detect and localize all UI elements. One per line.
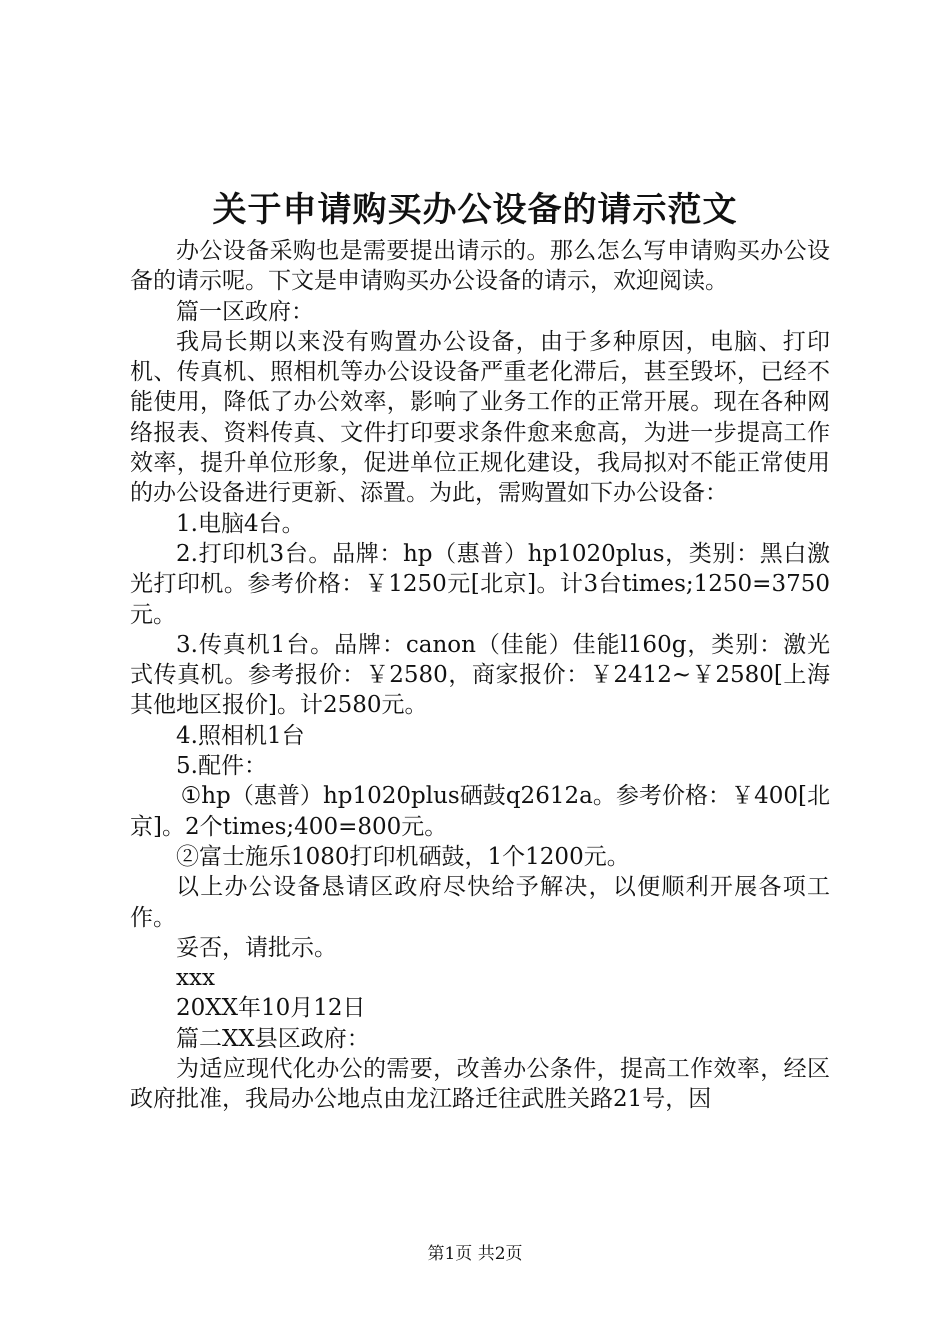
sub-item-1: ①hp（惠普）hp1020plus硒鼓q2612a。参考价格：￥400[北京]。2个times;400=800元。 <box>130 783 830 840</box>
body-paragraph: 我局长期以来没有购置办公设备，由于多种原因，电脑、打印机、传真机、照相机等办公设设备严重老化滞后，甚至毁坏，已经不能使用，降低了办公效率，影响了业务工作的正常开展。现在各种网络报表、资料传真、文件打印要求条件愈来愈高，为进一步提高工作效率，提升单位形象，促进单位正规化建设，我局拟对不能正常使用的办公设备进行更新、添置。为此，需购置如下办公设备： <box>130 328 830 507</box>
list-item-2: 2.打印机3台。品牌：hp（惠普）hp1020plus，类别：黑白激光打印机。参考价格：￥1250元[北京]。计3台times;1250=3750元。 <box>130 540 830 628</box>
closing-request: 以上办公设备恳请区政府尽快给予解决，以便顺利开展各项工作。 <box>130 874 830 931</box>
signature: xxx <box>176 965 215 992</box>
list-item-4: 4.照相机1台 <box>176 722 305 749</box>
list-item-1: 1.电脑4台。 <box>176 510 305 537</box>
list-item-3: 3.传真机1台。品牌：canon（佳能）佳能l160g，类别：激光式传真机。参考报价：￥2580，商家报价：￥2412~￥2580[上海其他地区报价]。计2580元。 <box>130 631 830 719</box>
salutation-1: 篇一区政府： <box>176 298 314 325</box>
list-item-5: 5.配件： <box>176 753 267 780</box>
document-body <box>130 236 830 1115</box>
closing-phrase: 妥否，请批示。 <box>176 934 337 961</box>
date: 20XX年10月12日 <box>176 995 366 1022</box>
body-paragraph-2: 为适应现代化办公的需要，改善办公条件，提高工作效率，经区政府批准，我局办公地点由龙江路迁往武胜关路21号，因 <box>130 1056 830 1113</box>
page-footer: 第1页 共2页 <box>427 1244 523 1264</box>
sub-item-2: ②富士施乐1080打印机硒鼓，1个1200元。 <box>176 843 630 870</box>
intro-paragraph: 办公设备采购也是需要提出请示的。那么怎么写申请购买办公设备的请示呢。下文是申请购买办公设备的请示，欢迎阅读。 <box>130 238 830 295</box>
salutation-2: 篇二XX县区政府： <box>176 1025 370 1052</box>
document-title: 关于申请购买办公设备的请示范文 <box>212 190 738 230</box>
